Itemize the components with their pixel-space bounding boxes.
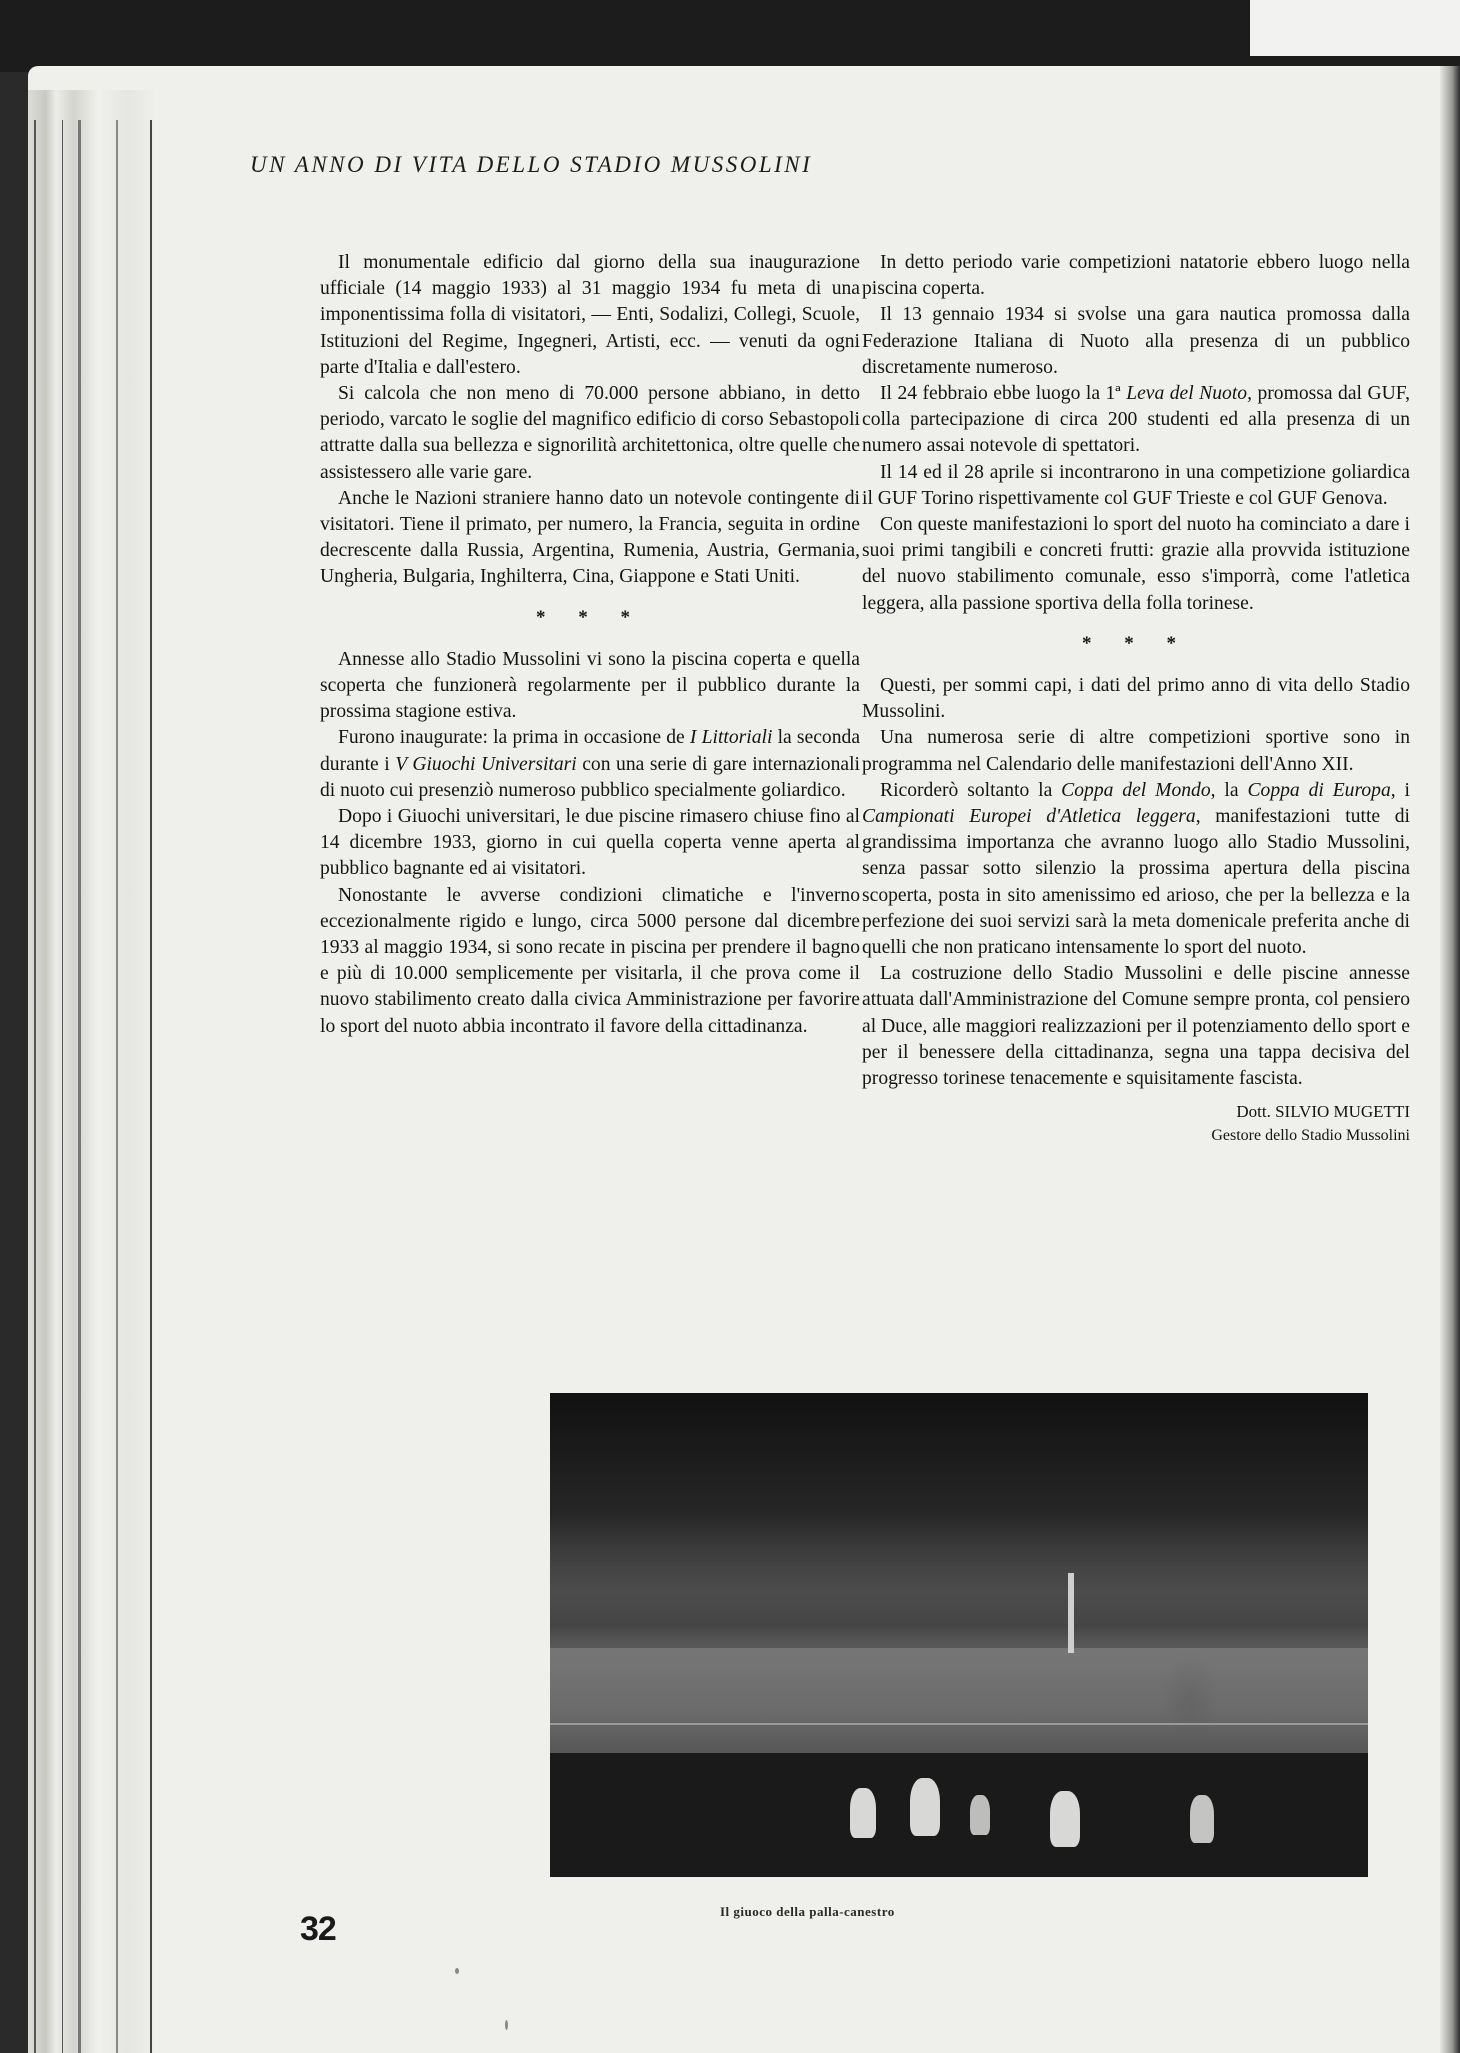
page-number: 32: [300, 1910, 336, 1948]
binding-line: [34, 120, 36, 2053]
scan-speck: [505, 2020, 508, 2030]
photo-trees: [550, 1393, 1368, 1593]
binding-line: [150, 120, 152, 2053]
paragraph: [862, 778, 1410, 961]
photo-player-figure: [970, 1795, 990, 1835]
paragraph: [862, 381, 1410, 460]
section-divider-stars: * * *: [1082, 632, 1190, 654]
binding-line: [116, 120, 118, 2053]
text-run: , la: [1210, 779, 1248, 801]
binding-line: [78, 120, 81, 2053]
signature-name: Dott. SILVIO MUGETTI: [1236, 1102, 1410, 1122]
photo-player-figure: [1050, 1791, 1080, 1847]
paragraph: Nonostante le avverse condizioni climatiche e l'inverno eccezionalmente rigido e lungo, circa 5000 persone dal dicembre 1933 al maggio 1934, si sono recate in piscina per prendere il bagno e più di 10.000 semplicemente per visitarla, il che prova come il nuovo stabilimento creato dalla civica Amministrazione per favorire lo sport del nuoto abbia incontrato il favore della cittadinanza.: [320, 884, 860, 1037]
signature-role: Gestore dello Stadio Mussolini: [1211, 1127, 1410, 1145]
italic-run: Coppa di Europa: [1247, 779, 1391, 801]
italic-run: Campionati Europei d'Atletica leggera: [862, 806, 1196, 828]
paragraph: Si calcola che non meno di 70.000 persone abbiano, in detto periodo, varcato le soglie del magnifico edificio di corso Sebastopoli attratte dalla sua bellezza e signorilità architettonica, oltre quelle che assistessero alle varie gare.: [320, 383, 860, 483]
scan-speck: [455, 1968, 459, 1974]
paragraph: Il 14 ed il 28 aprile si incontrarono in una competizione goliardica il GUF Torino rispettivamente col GUF Trieste e col GUF Genova.: [862, 461, 1410, 509]
paragraph: In detto periodo varie competizioni natatorie ebbero luogo nella piscina coperta.: [862, 252, 1410, 300]
paragraph: Con queste manifestazioni lo sport del nuoto ha cominciato a dare i suoi primi tangibili e concreti frutti: grazie alla provvida istituzione del nuovo stabilimento comunale, esso s'imporrà, come l'atletica leggera, alla passione sportiva della folla torinese.: [862, 514, 1410, 614]
text-run: Ricorderò soltanto la: [880, 779, 1062, 801]
paragraph: La costruzione dello Stadio Mussolini e delle piscine annesse attuata dall'Amministrazione del Comune sempre pronta, col pensiero al Duce, alle maggiori realizzazioni per il potenziamento dello sport e per il benessere della cittadinanza, segna una tappa decisiva del progresso torinese tenacemente e squisitamente fascista.: [862, 963, 1410, 1090]
photo-player-figure: [1190, 1795, 1214, 1843]
italic-run: I Littoriali: [689, 727, 773, 749]
basketball-photo: [550, 1393, 1368, 1877]
right-column: [862, 250, 1410, 1148]
text-run: , manifestazioni tutte di grandissima importanza che avranno luogo allo Stadio Mussolini, senza passar sotto silenzio la prossima apertura della piscina scoperta, posta in sito amenissimo ed arioso, che per la bellezza e la perfezione dei suoi servizi sarà la meta domenicale preferita anche di quelli che non praticano intensamente lo sport del nuoto.: [862, 806, 1410, 959]
text-run: Furono inaugurate: la prima in occasione de: [338, 727, 690, 749]
photo-ground: [550, 1753, 1368, 1877]
photo-caption: Il giuoco della palla-canestro: [720, 1904, 895, 1919]
text-run: Il 24 febbraio ebbe luogo la 1ª: [880, 383, 1127, 405]
running-head: UN ANNO DI VITA DELLO STADIO MUSSOLINI: [250, 152, 813, 177]
paragraph: [320, 725, 860, 804]
top-scan-band: [0, 0, 1460, 72]
signature-block: [862, 1100, 1410, 1148]
paragraph: Una numerosa serie di altre competizioni sportive sono in programma nel Calendario delle manifestazioni dell'Anno XII.: [862, 727, 1410, 775]
text-run: promossa dal GUF, colla partecipazione di circa 200 studenti ed alla presenza di un numero assai notevole di spettatori.: [862, 383, 1410, 457]
photo-basket-pole: [1068, 1573, 1074, 1653]
scan-notch: [1250, 0, 1460, 56]
photo-player-figure: [850, 1788, 876, 1838]
paragraph: Questi, per sommi capi, i dati del primo anno di vita dello Stadio Mussolini.: [862, 675, 1410, 723]
section-divider-stars: * * *: [536, 606, 644, 628]
book-binding: [28, 90, 158, 2053]
left-column: [320, 250, 860, 1040]
paragraph: Il 13 gennaio 1934 si svolse una gara nautica promossa dalla Federazione Italiana di Nuoto alla presenza di un pubblico discretamente numeroso.: [862, 304, 1410, 378]
page-right-edge: [1440, 66, 1460, 2053]
binding-line: [62, 120, 63, 2053]
photo-player-figure: [910, 1778, 940, 1836]
italic-run: Coppa del Mondo: [1061, 779, 1211, 801]
text-run: con una serie di gare internazionali di nuoto cui presenziò numeroso pubblico specialmente goliardico.: [320, 753, 860, 801]
photo-wall: [550, 1648, 1368, 1753]
italic-run: Leva del Nuoto,: [1126, 383, 1252, 405]
paragraph: Dopo i Giuochi universitari, le due piscine rimasero chiuse fino al 14 dicembre 1933, giorno in cui quella coperta venne aperta al pubblico bagnante ed ai visitatori.: [320, 806, 860, 880]
paragraph: Anche le Nazioni straniere hanno dato un notevole contingente di visitatori. Tiene il primato, per numero, la Francia, seguita in ordine decrescente dalla Russia, Argentina, Rumenia, Austria, Germania, Ungheria, Bulgaria, Inghilterra, Cina, Giappone e Stati Uniti.: [320, 487, 860, 588]
text-run: , i: [1390, 779, 1410, 801]
paragraph: Il monumentale edificio dal giorno della sua inaugurazione ufficiale (14 maggio 1933) al 31 maggio 1934 fu meta di una imponentissima folla di visitatori, — Enti, Sodalizi, Collegi, Scuole, Istituzioni del Regime, Ingegneri, Artisti, ecc. — venuti da ogni parte d'Italia e dall'estero.: [320, 252, 860, 378]
photo-court-line: [550, 1723, 1368, 1725]
paragraph: Annesse allo Stadio Mussolini vi sono la piscina coperta e quella scoperta che funzionerà regolarmente per il pubblico durante la prossima stagione estiva.: [320, 648, 860, 723]
italic-run: V Giuochi Universitari: [395, 753, 577, 775]
text-run: la seconda durante i: [320, 727, 861, 775]
